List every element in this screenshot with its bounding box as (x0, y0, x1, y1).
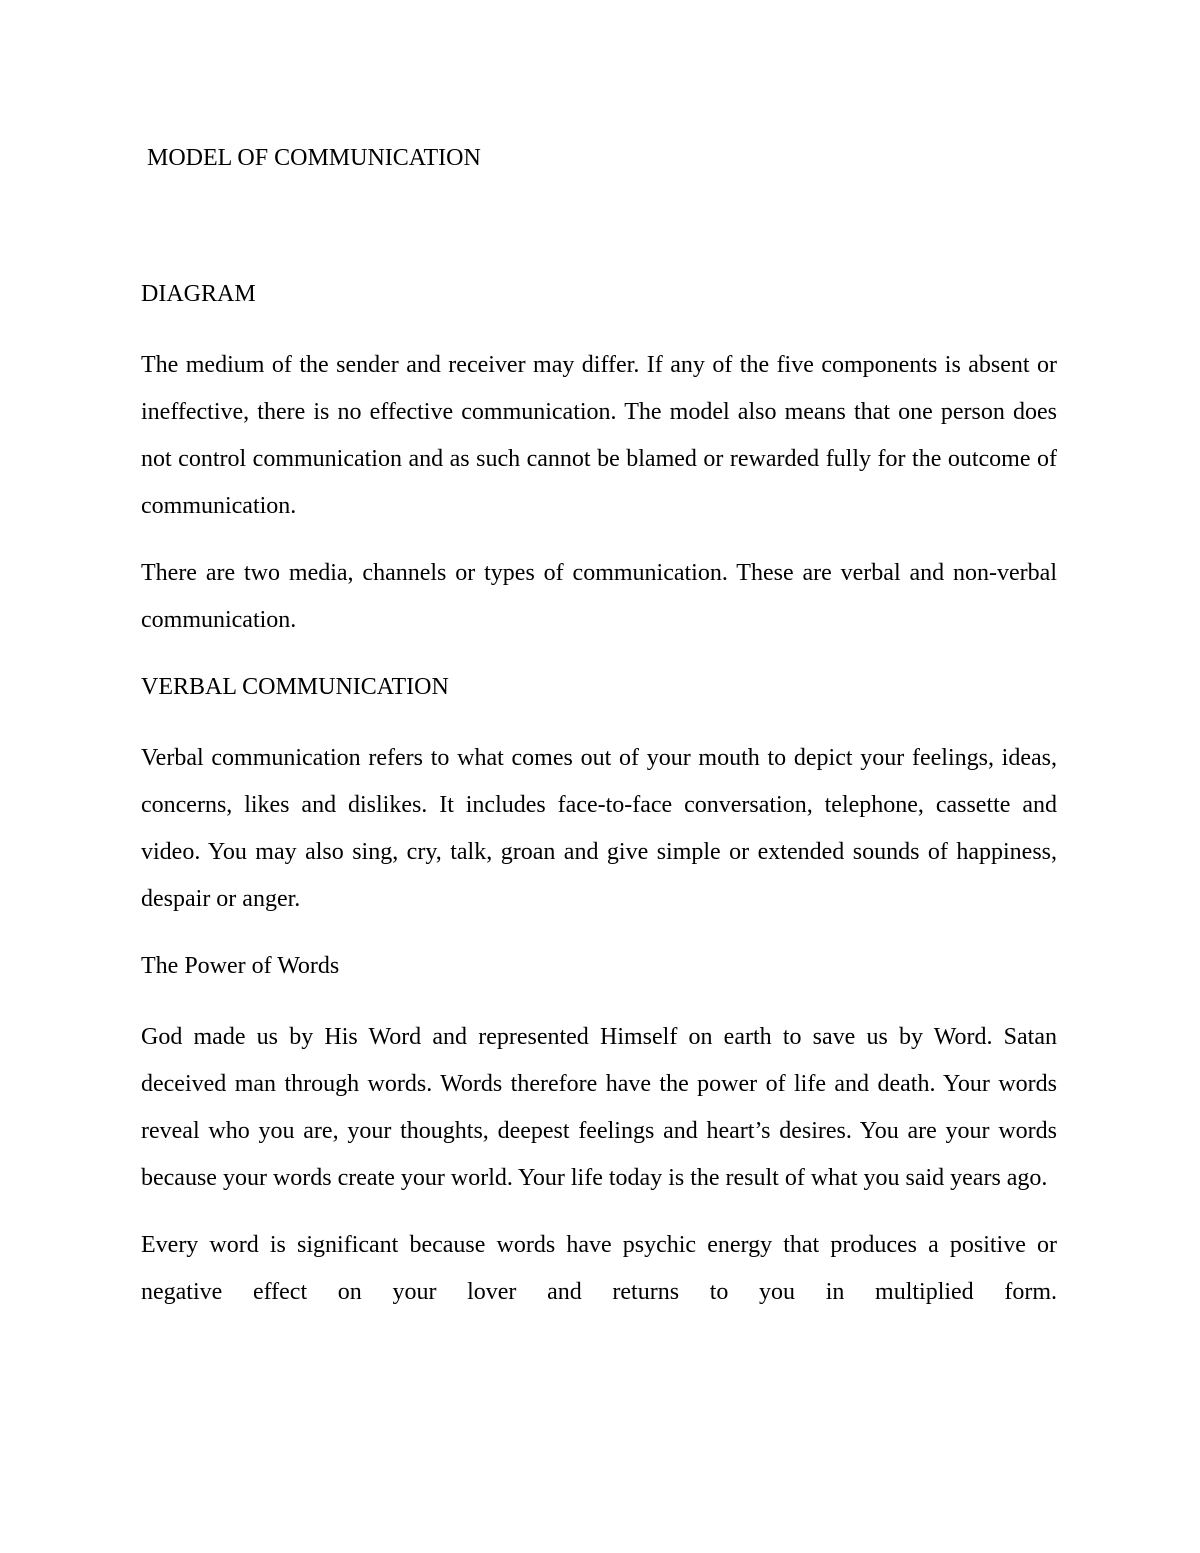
paragraph-verbal-communication: Verbal communication refers to what comes out of your mouth to depict your feelings, ideas, concerns, likes and dislikes. It includes face-to-face conversation, telephone, cassette and video. You may also sing, cry, talk, groan and give simple or extended sounds of happiness, despair or anger. (141, 745, 1057, 912)
paragraph-every-word: Every word is significant because words have psychic energy that produces a positive or negative effect on your lover and returns to you in multiplied form. (141, 1232, 1057, 1305)
document-title: MODEL OF COMMUNICATION (147, 145, 481, 171)
paragraph-medium: The medium of the sender and receiver may differ. If any of the five components is absent or ineffective, there is no effective communication. The model also means that one person does not control communication and as such cannot be blamed or rewarded fully for the outcome of communication. (141, 352, 1057, 519)
paragraph-god-made-us: God made us by His Word and represented Himself on earth to save us by Word. Satan deceived man through words. Words therefore have the power of life and death. Your words reveal who you are, your thoughts, deepest feelings and heart’s desires. You are your words because your words create your world. Your life today is the result of what you said years ago. (141, 1024, 1057, 1191)
document-body (141, 140, 1057, 1316)
heading-diagram: DIAGRAM (141, 281, 256, 307)
heading-verbal-communication: VERBAL COMMUNICATION (141, 674, 449, 700)
heading-power-of-words: The Power of Words (141, 953, 340, 979)
paragraph-media: There are two media, channels or types of communication. These are verbal and non-verbal communication. (141, 560, 1057, 633)
